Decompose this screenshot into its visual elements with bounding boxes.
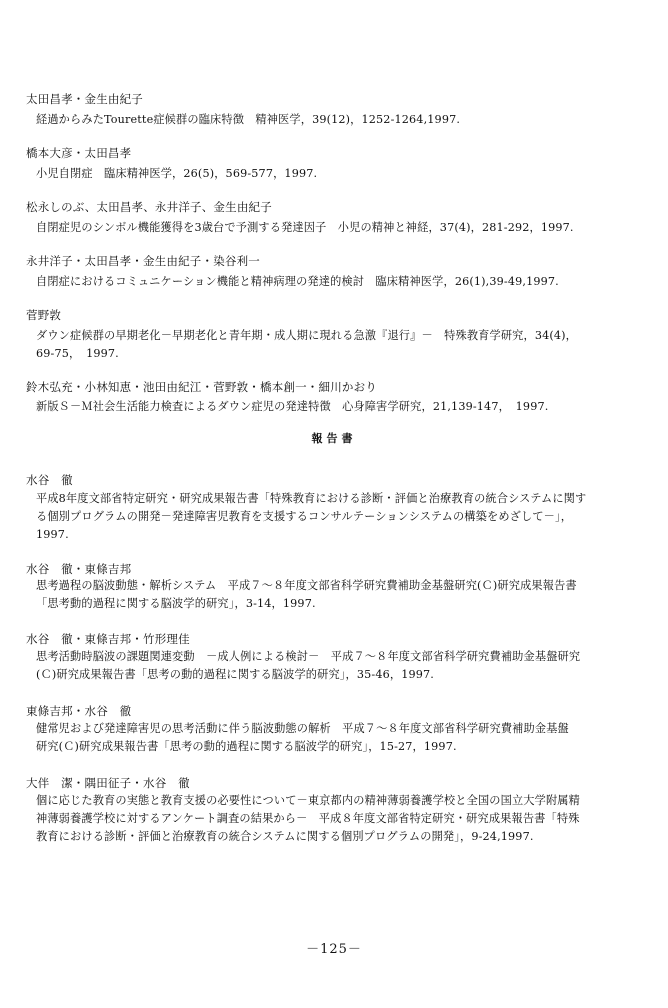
paper-authors: 太田昌孝・金生由紀子 [26, 92, 143, 106]
paper-authors: 菅野敦 [26, 308, 62, 322]
report-citation-line: 教育における診断・評価と治療教育の統合システムに関する個別プログラムの開発」，9-24,1997. [36, 830, 534, 843]
report-citation-line: 研究(Ｃ)研究成果報告書「思考の動的過程に関する脳波学的研究」，15-27，1997. [36, 740, 457, 753]
report-authors: 東條吉邦・水谷 徹 [26, 704, 132, 718]
page-number: －125－ [306, 942, 362, 957]
report-authors: 水谷 徹 [26, 473, 73, 487]
report-citation-line: 1997. [36, 528, 69, 541]
report-citation-line: (Ｃ)研究成果報告書「思考の動的過程に関する脳波学的研究」，35-46，1997. [36, 668, 434, 681]
report-citation-line: 「思考動的過程に関する脳波学的研究」，3-14，1997. [36, 597, 316, 610]
paper-citation-line: ダウン症候群の早期老化－早期老化と青年期・成人期に現れる急激『退行』－ 特殊教育学研究，34(4)， [36, 329, 578, 342]
report-citation-line: 健常児および発達障害児の思考活動に伴う脳波動態の解析 平成７～８年度文部省科学研究費補助金基盤 [36, 722, 569, 735]
report-citation-line: る個別プログラムの開発－発達障害児教育を支援するコンサルテーションシステムの構築をめざして－」， [36, 510, 573, 523]
paper-citation-line: 新版Ｓ－Ｍ社会生活能力検査によるダウン症児の発達特徴 心身障害学研究，21,139-147， 1997. [36, 400, 549, 413]
report-citation-line: 平成8年度文部省特定研究・研究成果報告書「特殊教育における診断・評価と治療教育の統合システムに関す [36, 492, 587, 505]
report-authors: 大伴 潔・隅田征子・水谷 徹 [26, 776, 190, 790]
report-citation-line: 個に応じた教育の実態と教育支援の必要性について－東京都内の精神薄弱養護学校と全国の国立大学附属精 [36, 794, 580, 807]
paper-citation-line: 69-75， 1997. [36, 347, 119, 360]
report-authors: 水谷 徹・東條吉邦・竹形理佳 [26, 632, 190, 646]
paper-authors: 永井洋子・太田昌孝・金生由紀子・染谷利一 [26, 254, 260, 268]
paper-citation-line: 自閉症におけるコミュニケーション機能と精神病理の発達的検討 臨床精神医学，26(1),39-49,1997. [36, 275, 559, 288]
report-citation-line: 思考過程の脳波動態・解析システム 平成７～８年度文部省科学研究費補助金基盤研究(Ｃ)研究成果報告書 [36, 579, 577, 592]
paper-citation-line: 経過からみたTourette症候群の臨床特徴 精神医学，39(12)，1252-1264,1997. [36, 113, 461, 126]
report-citation-line: 思考活動時脳波の課題関連変動 －成人例による検討－ 平成７～８年度文部省科学研究費補助金基盤研究 [36, 650, 581, 663]
report-authors: 水谷 徹・東條吉邦 [26, 562, 132, 576]
section-heading: 報告書 [311, 432, 357, 445]
paper-citation-line: 自閉症児のシンボル機能獲得を3歳台で予測する発達因子 小児の精神と神経，37(4)，281-292，1997. [36, 221, 574, 234]
paper-authors: 鈴木弘充・小林知恵・池田由紀江・菅野敦・橋本創一・細川かおり [26, 380, 377, 394]
paper-authors: 橋本大彦・太田昌孝 [26, 146, 132, 160]
paper-citation-line: 小児自閉症 臨床精神医学，26(5)，569-577，1997. [36, 167, 318, 180]
paper-authors: 松永しのぶ、太田昌孝、永井洋子、金生由紀子 [26, 200, 272, 214]
report-citation-line: 神薄弱養護学校に対するアンケート調査の結果から－ 平成８年度文部省特定研究・研究成果報告書「特殊 [36, 812, 580, 825]
